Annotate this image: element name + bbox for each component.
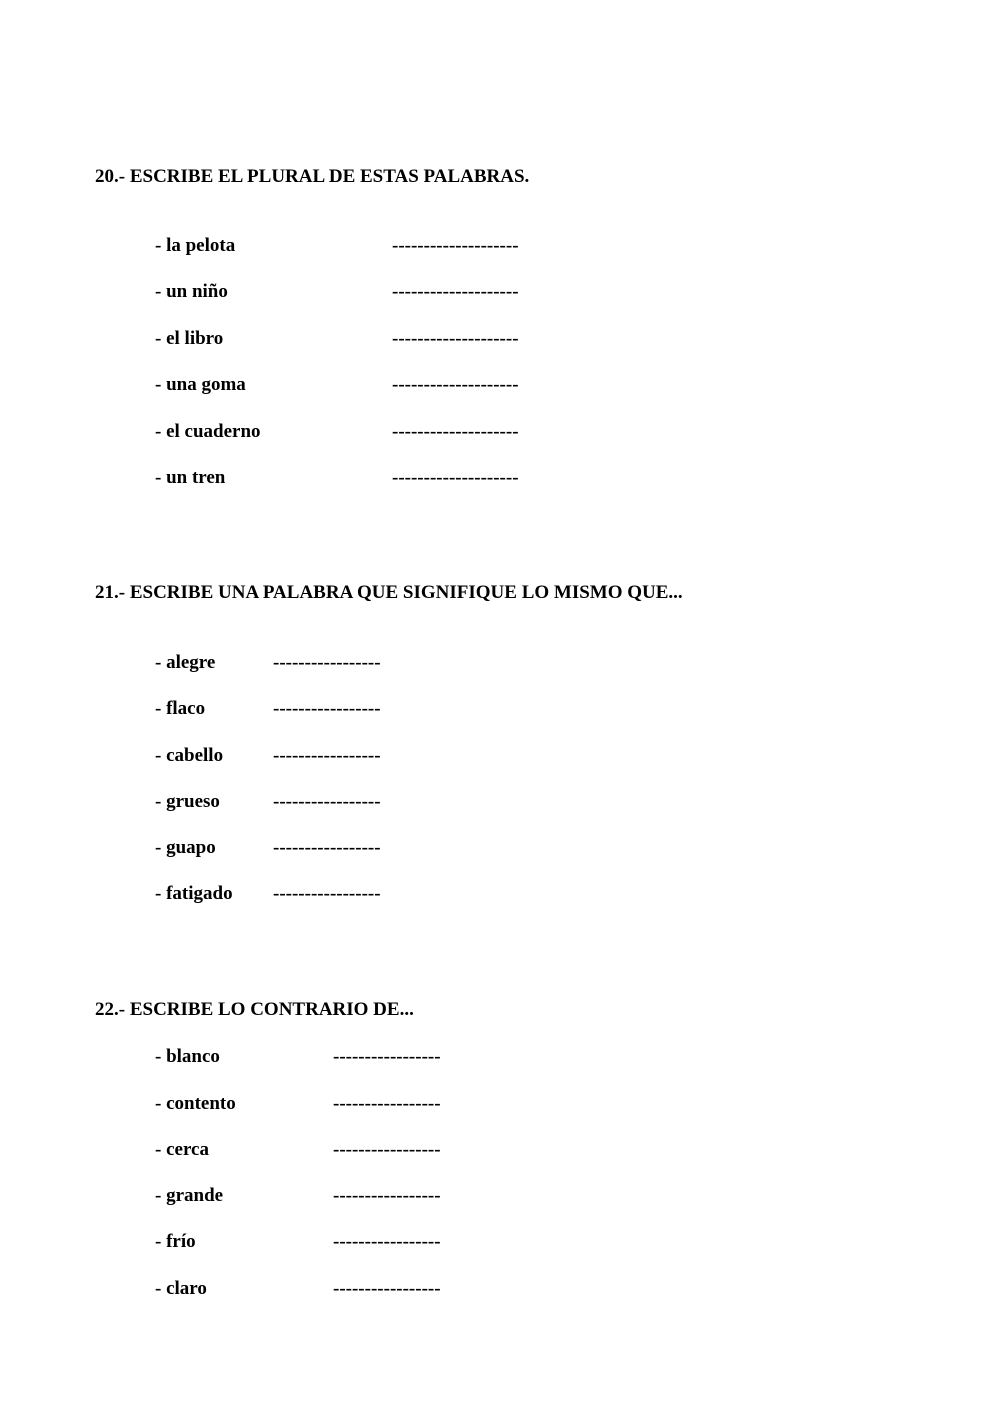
answer-blank[interactable]: -------------------- — [392, 421, 519, 442]
answer-blank[interactable]: ----------------- — [333, 1185, 441, 1206]
answer-blank[interactable]: ----------------- — [273, 745, 381, 766]
answer-blank[interactable]: ----------------- — [273, 791, 381, 812]
answer-blank[interactable]: ----------------- — [273, 698, 381, 719]
answer-blank[interactable]: ----------------- — [333, 1231, 441, 1252]
item-word: - claro — [155, 1278, 207, 1299]
answer-blank[interactable]: ----------------- — [273, 883, 381, 904]
item-word: - contento — [155, 1093, 236, 1114]
section-21-heading: 21.- ESCRIBE UNA PALABRA QUE SIGNIFIQUE LO MISMO QUE... — [95, 582, 683, 603]
item-word: - frío — [155, 1231, 196, 1252]
section-20-heading: 20.- ESCRIBE EL PLURAL DE ESTAS PALABRAS. — [95, 166, 530, 187]
answer-blank[interactable]: ----------------- — [273, 652, 381, 673]
item-word: - el libro — [155, 328, 224, 349]
item-word: - una goma — [155, 374, 246, 395]
item-word: - guapo — [155, 837, 216, 858]
item-word: - cerca — [155, 1139, 209, 1160]
answer-blank[interactable]: -------------------- — [392, 467, 519, 488]
item-word: - fatigado — [155, 883, 233, 904]
answer-blank[interactable]: -------------------- — [392, 235, 519, 256]
item-word: - cabello — [155, 745, 224, 766]
item-word: - blanco — [155, 1046, 220, 1067]
answer-blank[interactable]: ----------------- — [273, 837, 381, 858]
item-word: - un niño — [155, 281, 228, 302]
item-word: - grueso — [155, 791, 220, 812]
answer-blank[interactable]: -------------------- — [392, 328, 519, 349]
answer-blank[interactable]: ----------------- — [333, 1139, 441, 1160]
item-word: - grande — [155, 1185, 224, 1206]
answer-blank[interactable]: -------------------- — [392, 374, 519, 395]
item-word: - flaco — [155, 698, 206, 719]
answer-blank[interactable]: -------------------- — [392, 281, 519, 302]
answer-blank[interactable]: ----------------- — [333, 1093, 441, 1114]
item-word: - el cuaderno — [155, 421, 261, 442]
item-word: - la pelota — [155, 235, 236, 256]
item-word: - un tren — [155, 467, 226, 488]
section-22-heading: 22.- ESCRIBE LO CONTRARIO DE... — [95, 999, 414, 1020]
answer-blank[interactable]: ----------------- — [333, 1278, 441, 1299]
item-word: - alegre — [155, 652, 216, 673]
answer-blank[interactable]: ----------------- — [333, 1046, 441, 1067]
